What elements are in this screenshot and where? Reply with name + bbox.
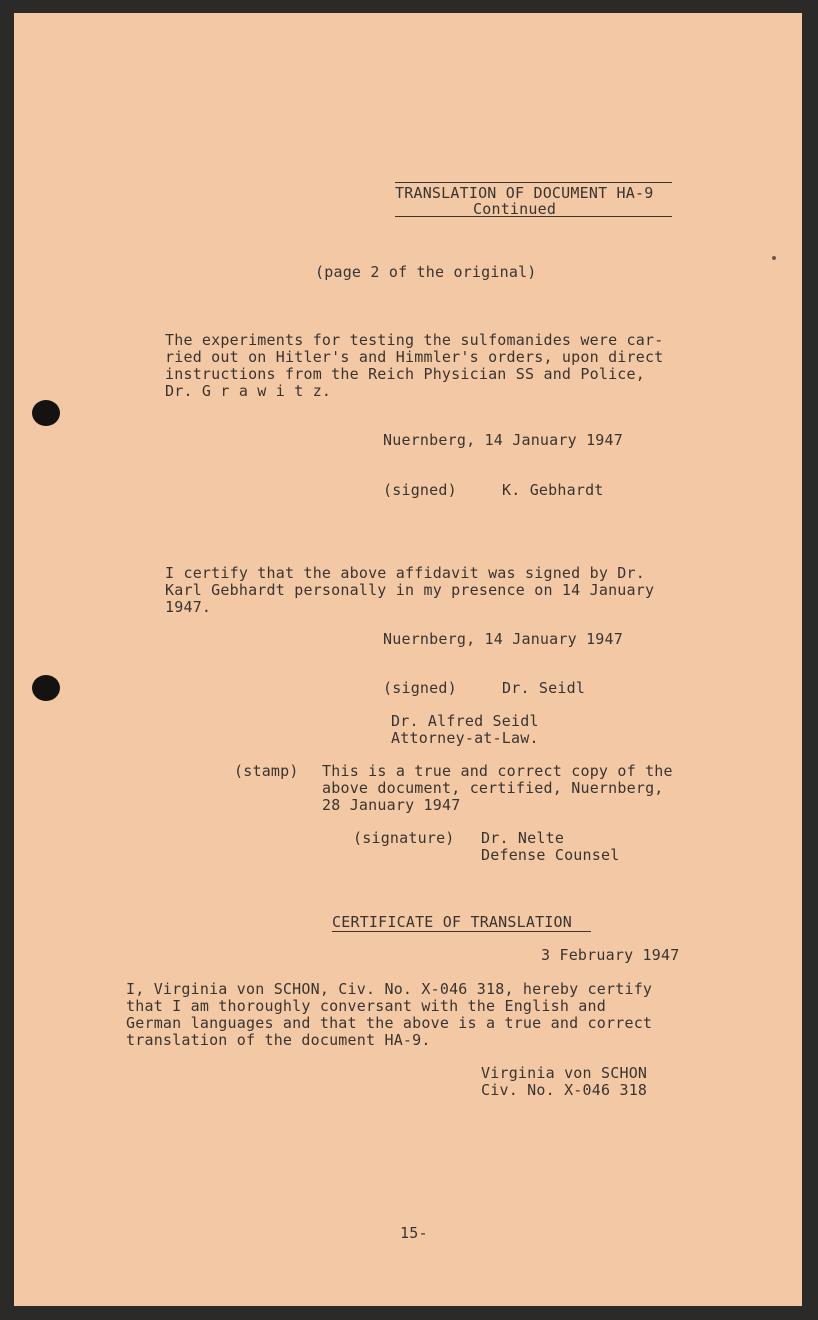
- attorney-title: Attorney-at-Law.: [391, 729, 539, 747]
- certificate-line: that I am thoroughly conversant with the English and: [126, 997, 606, 1015]
- translator-id: Civ. No. X-046 318: [481, 1081, 648, 1099]
- certificate-line: I, Virginia von SCHON, Civ. No. X-046 318, hereby certify: [126, 980, 653, 998]
- attorney-name: Dr. Alfred Seidl: [391, 712, 539, 730]
- certificate-date: 3 February 1947: [541, 946, 680, 964]
- certificate-line: German languages and that the above is a true and correct: [126, 1014, 653, 1032]
- punch-hole: [32, 400, 60, 426]
- paragraph-line: instructions from the Reich Physician SS and Police,: [165, 365, 645, 383]
- signed-label: (signed): [383, 679, 457, 697]
- place-date: Nuernberg, 14 January 1947: [383, 630, 623, 648]
- paragraph-line: ried out on Hitler's and Himmler's orders, upon direct: [165, 348, 664, 366]
- translator-name: Virginia von SCHON: [481, 1064, 648, 1082]
- document-page: [14, 13, 802, 1306]
- paragraph-line: The experiments for testing the sulfomanides were car-: [165, 331, 664, 349]
- certificate-line: translation of the document HA-9.: [126, 1031, 431, 1049]
- header-top-rule: [395, 182, 672, 183]
- page-number: 15-: [400, 1224, 428, 1242]
- signature-label: (signature): [353, 829, 455, 847]
- page-note: (page 2 of the original): [315, 263, 537, 281]
- signer-name: K. Gebhardt: [502, 481, 604, 499]
- document-title: TRANSLATION OF DOCUMENT HA-9: [395, 184, 654, 202]
- place-date: Nuernberg, 14 January 1947: [383, 431, 623, 449]
- paper-speck: [772, 256, 776, 260]
- signature-title: Defense Counsel: [481, 846, 620, 864]
- stamp-line: This is a true and correct copy of the: [322, 762, 673, 780]
- paragraph-line: Karl Gebhardt personally in my presence on 14 January: [165, 581, 655, 599]
- paragraph-line: Dr. G r a w i t z.: [165, 382, 332, 400]
- certificate-underline: [332, 931, 591, 932]
- certificate-heading: CERTIFICATE OF TRANSLATION: [332, 913, 572, 931]
- paragraph-line: I certify that the above affidavit was signed by Dr.: [165, 564, 645, 582]
- header-bottom-rule: [395, 216, 672, 217]
- stamp-line: above document, certified, Nuernberg,: [322, 779, 664, 797]
- document-subtitle: Continued: [473, 200, 557, 218]
- stamp-line: 28 January 1947: [322, 796, 461, 814]
- signer-name: Dr. Seidl: [502, 679, 586, 697]
- stamp-label: (stamp): [234, 762, 299, 780]
- paragraph-line: 1947.: [165, 598, 212, 616]
- signed-label: (signed): [383, 481, 457, 499]
- punch-hole: [32, 675, 60, 701]
- signature-name: Dr. Nelte: [481, 829, 565, 847]
